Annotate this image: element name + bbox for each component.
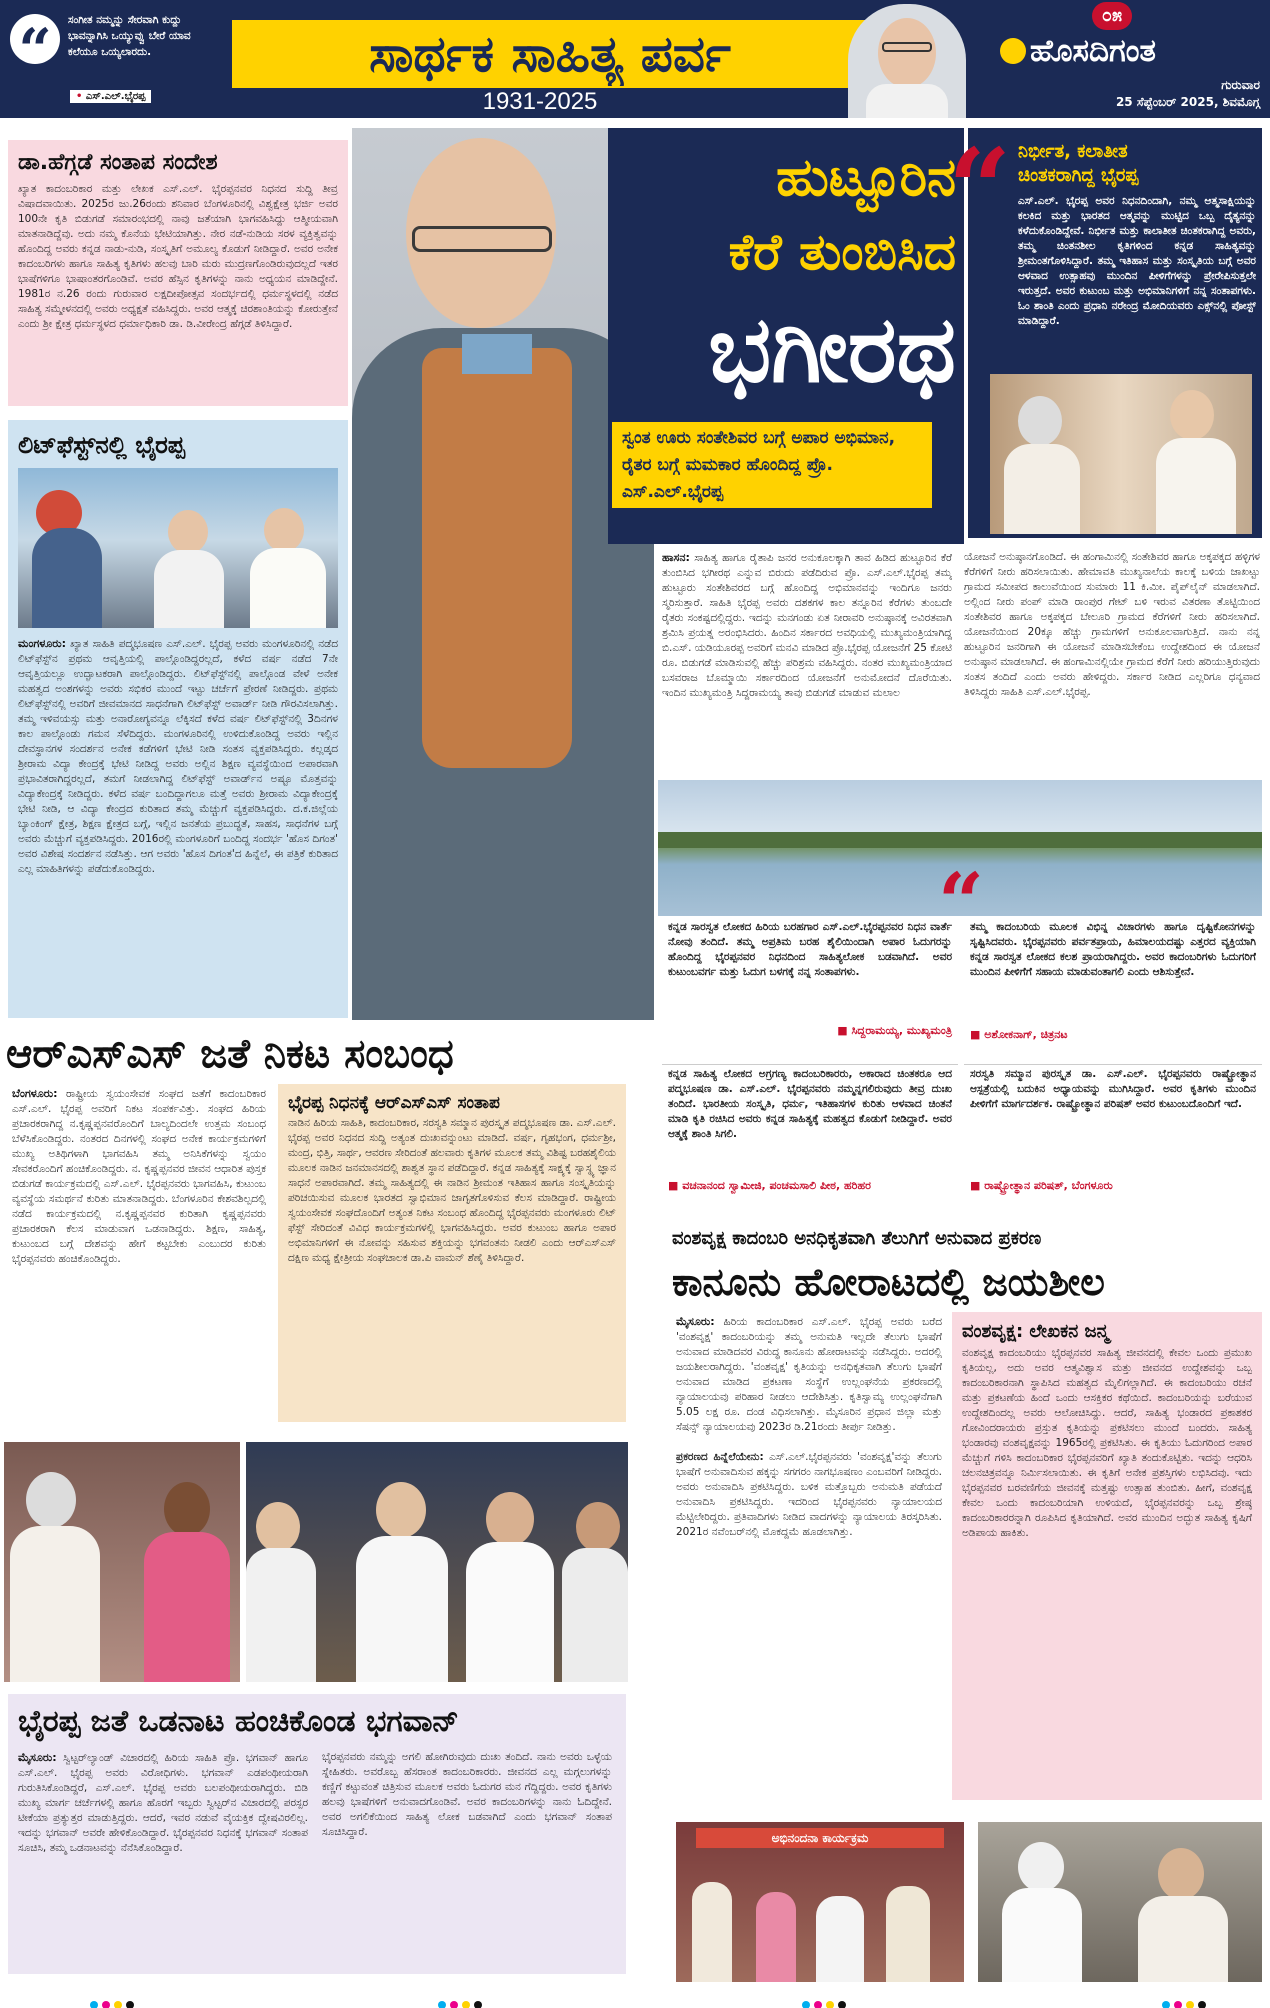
swamiji-quote-body: ಕನ್ನಡ ಸಾಹಿತ್ಯ ಲೋಕದ ಅಗ್ರಗಣ್ಯ ಕಾದಂಬರಿಕಾರರು, ಅಕಾರಾದ ಚಿಂತಕರೂ ಆದ ಪದ್ಮಭೂಷಣ ಡಾ. ಎಸ್.ಎಲ್. ಭೈರಪ್ಪನವರು ನಮ್ಮನ್ನಗಲಿರುವುದು ತೀವ್ರ ದುಃಖ ತಂದಿದೆ. ಭಾರತೀಯ ಸಂಸ್ಕೃತಿ, ಧರ್ಮ, ಇತಿಹಾಸಗಳ ಕುರಿತು ಆಳವಾದ ಚಿಂತನೆ ಮಾಡಿ ಕೃತಿ ರಚಿಸಿದ ಅವರು ಕನ್ನಡ ಸಾಹಿತ್ಯಕ್ಕೆ ಮಹತ್ವದ ಕೊಡುಗೆ ನೀಡಿದ್ದಾರೆ. ಅವರ ಆತ್ಮಕ್ಕೆ ಶಾಂತಿ ಸಿಗಲಿ. (668, 1068, 952, 1140)
lead-subhead: ಸ್ವಂತ ಊರು ಸಂತೇಶಿವರ ಬಗ್ಗೆ ಅಪಾರ ಅಭಿಮಾನ, ರೈತರ ಬಗ್ಗೆ ಮಮಕಾರ ಹೊಂದಿದ್ದ ಪ್ರೊ. ಎಸ್.ಎಲ್.ಭೈರಪ್ಪ (612, 422, 932, 508)
hegde-body: ಖ್ಯಾತ ಕಾದಂಬರಿಕಾರ ಮತ್ತು ಲೇಖಕ ಎಸ್.ಎಲ್. ಭೈರಪ್ಪನವರ ನಿಧನದ ಸುದ್ದಿ ತೀವ್ರ ವಿಷಾದವಾಯಿತು. 2025ರ ಜು.26ರಂದು ಶನಿವಾರ ಬೆಂಗಳೂರಿನಲ್ಲಿ ವಿಶ್ವಕ್ಷೇತ್ರ ಭರ್ಜಿ ಅವರ 100ನೇ ಕೃತಿ ಬಿಡುಗಡೆ ಸಮಾರಂಭದಲ್ಲಿ ನಾವು ಜತೆಯಾಗಿ ಭಾಗವಹಿಸಿದ್ದು ಆತ್ಮೀಯವಾಗಿ ಮಾತನಾಡಿದ್ದೆವು. ಅದು ನಮ್ಮ ಕೊನೆಯ ಭೇಟಿಯಾಗಿತ್ತು. ನೇರ ನಡೆ-ನುಡಿಯ ಸರಳ ವ್ಯಕ್ತಿತ್ವವನ್ನು ಹೊಂದಿದ್ದ ಅವರು ಕನ್ನಡ ನಾಡು-ನುಡಿ, ಸಂಸ್ಕೃತಿಗೆ ಅಮೂಲ್ಯ ಕೊಡುಗೆ ನೀಡಿದ್ದಾರೆ. ಅವರ ಅನೇಕ ಕಾದಂಬರಿಗಳು ಹಾಗೂ ಸಾಹಿತ್ಯ ಕೃತಿಗಳು ಹಲವು ಬಾರಿ ಮರು ಮುದ್ರಣಗೊಂಡಿರುವುದಲ್ಲದೆ ಇತರ ಭಾಷೆಗಳಿಗೂ ಭಾಷಾಂತರಗೊಂಡಿವೆ. ಅವರ ಹೆಸ್ಸಿನ ಕೃತಿಗಳನ್ನು ನಾನು ಅಧ್ಯಯನ ಮಾಡಿದ್ದೇನೆ. 1981ರ ನ.26 ರಂದು ಗುರುವಾರ ಲಕ್ಷದೀಪೋತ್ಸವ ಸಂದರ್ಭದಲ್ಲಿ ಧರ್ಮಸ್ಥಳದಲ್ಲಿ ನಡೆದ ಸಾಹಿತ್ಯ ಸಮ್ಮೇಳನದಲ್ಲಿ ಅವರು ಅಧ್ಯಕ್ಷತೆ ವಹಿಸಿದ್ದರು. ಅವರ ಆತ್ಮಕ್ಕೆ ಚಿರಶಾಂತಿಯನ್ನು ಕೋರುತ್ತೇನೆ ಎಂದು ಶ್ರೀ ಕ್ಷೇತ್ರ ಧರ್ಮಸ್ಥಳದ ಧರ್ಮಾಧಿಕಾರಿ ಡಾ. ಡಿ.ವೀರೇಂದ್ರ ಹೆಗ್ಗಡೆ ತಿಳಿಸಿದ್ದಾರೆ. (18, 183, 338, 330)
bhagwan-body-2: ಭೈರಪ್ಪನವರು ನಮ್ಮನ್ನು ಅಗಲಿ ಹೋಗಿರುವುದು ದುಃಖ ತಂದಿದೆ. ನಾನು ಅವರು ಒಳ್ಳೆಯ ಸ್ನೇಹಿತರು. ಅವರೊಬ್ಬ ಹೆಸರಾಂತ ಕಾದಂಬರಿಕಾರರು. ಜೀವನದ ಎಲ್ಲ ಮಗ್ಗಲುಗಳನ್ನು ಕಣ್ಣಿಗೆ ಕಟ್ಟುವಂತೆ ಚಿತ್ರಿಸುವ ಮೂಲಕ ಅವರು ಓದುಗರ ಮನ ಗೆದ್ದಿದ್ದರು. ಅವರ ಕೃತಿಗಳು ಹಲವು ಭಾಷೆಗಳಿಗೆ ಅನುವಾದಗೊಂಡಿವೆ. ಅವರ ಕಾದಂಬರಿಗಳನ್ನು ನಾನು ಓದಿದ್ದೇನೆ. ಅವರ ಅಗಲಿಕೆಯಿಂದ ಸಾಹಿತ್ಯ ಲೋಕ ಬಡವಾಗಿದೆ ಎಂದು ಭಗವಾನ್ ಸಂತಾಪ ಸೂಚಿಸಿದ್ದಾರೆ. (322, 1751, 612, 1838)
rss-condolence-box (278, 1084, 626, 1422)
litfest-title: ಲಿಟ್‌ಫೆಸ್ಟ್‌ನಲ್ಲಿ ಭೈರಪ್ಪ (18, 431, 185, 459)
modi-quote-title2: ಚಿಂತಕರಾಗಿದ್ದ ಭೈರಪ್ಪ (1018, 165, 1139, 186)
masthead-quote: ಸಂಗೀತ ನಮ್ಮನ್ನು ಸೇರವಾಗಿ ಕುದ್ದು ಭಾವನ್ನಾಗಿಸಿ ಒಯ್ಯುವ್ವು ಬೇರೆ ಯಾವ ಕಲೆಯೂ ಒಯ್ಯಲಾರದು. (68, 14, 191, 58)
felicitation-photo (676, 1822, 964, 1982)
jayashree-subhead: ಪ್ರಕರಣದ ಹಿನ್ನೆಲೆಯೇನು: (676, 1451, 764, 1463)
rss-title: ಆರ್‌ಎಸ್‌ಎಸ್ ಜತೆ ನಿಕಟ ಸಂಬಂಧ (6, 1031, 454, 1077)
masthead-years: 1931-2025 (482, 88, 598, 115)
cm-quote-body: ಕನ್ನಡ ಸಾರಸ್ವತ ಲೋಕದ ಹಿರಿಯ ಬರಹಗಾರ ಎಸ್.ಎಲ್.ಭೈರಪ್ಪನವರ ನಿಧನ ವಾರ್ತೆ ನೋವು ತಂದಿದೆ. ತಮ್ಮ ಅಪ್ರತಿಮ ಬರಹ ಶೈಲಿಯಿಂದಾಗಿ ಅಪಾರ ಓದುಗರನ್ನು ಹೊಂದಿದ್ದ ಭೈರಪ್ಪನವರ ನಿಧನದಿಂದ ಸಾಹಿತ್ಯಲೋಕ ಬಡವಾಗಿದೆ. ಅವರ ಕುಟುಂಬವರ್ಗ ಮತ್ತು ಓದುಗ ಬಳಗಕ್ಕೆ ನನ್ನ ಸಂತಾಪಗಳು. (668, 921, 952, 978)
jayashree-dateline: ಮೈಸೂರು: (676, 1315, 715, 1328)
lead-headline-line3: ಭಗೀರಥ (708, 296, 956, 403)
lead-headline-line2: ಕೆರೆ ತುಂಬಿಸಿದ (728, 223, 956, 281)
registration-marks (0, 1994, 1270, 2006)
event-banner: ಅಭಿನಂದನಾ ಕಾರ್ಯಕ್ರಮ (696, 1828, 944, 1848)
lead-dateline: ಹಾಸನ: (662, 551, 690, 564)
modi-quote-body: ಎಸ್.ಎಲ್. ಭೈರಪ್ಪ ಅವರ ನಿಧನದಿಂದಾಗಿ, ನಮ್ಮ ಆತ್ಮಸಾಕ್ಷಿಯನ್ನು ಕಲಕಿದ ಮತ್ತು ಭಾರತದ ಆತ್ಮವನ್ನು ಮುಟ್ಟಿದ ಒಬ್ಬ ದೈತ್ಯನನ್ನು ಕಳೆದುಕೊಂಡಿದ್ದೇವೆ. ನಿರ್ಭೀತ ಮತ್ತು ಕಾಲಾತೀತ ಚಿಂತಕರಾಗಿದ್ದ ಅವರು, ತಮ್ಮ ಚಿಂತನಶೀಲ ಕೃತಿಗಳಿಂದ ಕನ್ನಡ ಸಾಹಿತ್ಯವನ್ನು ಶ್ರೀಮಂತಗೊಳಿಸಿದ್ದಾರೆ. ತಮ್ಮ ಇತಿಹಾಸ ಮತ್ತು ಸಂಸ್ಕೃತಿಯ ಬಗ್ಗೆ ಅವರ ಆಳವಾದ ಉತ್ಸಾಹವು ಮುಂದಿನ ಪೀಳಿಗೆಗಳನ್ನು ಪ್ರೇರೇಪಿಸುತ್ತಲೇ ಇರುತ್ತದೆ. ಅವರ ಕುಟುಂಬ ಮತ್ತು ಅಭಿಮಾನಿಗಳಿಗೆ ನನ್ನ ಸಂತಾಪಗಳು. ಓಂ ಶಾಂತಿ ಎಂದು ಪ್ರಧಾನಿ ನರೇಂದ್ರ ಮೋದಿಯವರು ಎಕ್ಸ್‌ನಲ್ಲಿ ಪೋಸ್ಟ್ ಮಾಡಿದ್ದಾರೆ. (1018, 195, 1256, 327)
swamiji-quote-attribution: ■ ವಚನಾನಂದ ಸ್ವಾಮೀಜಿ, ಪಂಚಮಸಾಲಿ ಪೀಠ, ಹರಿಹರ (668, 1179, 871, 1192)
rss-condolence-title: ಭೈರಪ್ಪ ನಿಧನಕ್ಕೆ ಆರ್‌ಎಸ್‌ಎಸ್ ಸಂತಾಪ (288, 1093, 500, 1113)
stage-photo (246, 1442, 628, 1682)
bhagwan-body: ಮೈಸೂರು: ಸ್ವಿಟ್ಟರ್‌ಲ್ಯಾಂಡ್ ವಿಚಾರದಲ್ಲಿ ಹಿರಿಯ ಸಾಹಿತಿ ಪ್ರೊ. ಭಗವಾನ್ ಹಾಗೂ ಎಸ್.ಎಲ್. ಭೈರಪ್ಪ ಅವರು ವಿರೋಧಿಗಳು. ಭಗವಾನ್ ಎಡಪಂಥೀಯರಾಗಿ ಗುರುತಿಸಿಕೊಂಡಿದ್ದರೆ, ಎಸ್.ಎಲ್. ಭೈರಪ್ಪ ಅವರು ಬಲಪಂಥೀಯರಾಗಿದ್ದರು. ಬಿಡಿ ಮುಖ್ಯ ಮಾರ್ಗ ಚರ್ಚೆಗಳಲ್ಲಿ ಹಾಗೂ ಹೊರಗೆ ಇಬ್ಬರು ಸ್ವಿಟ್ಟರ್‌ನ ವಿಚಾರದಲ್ಲಿ ಪರಸ್ಪರ ಟೀಕೆಯಾ ಪ್ರತ್ಯುತ್ತರ ಮಾಡುತ್ತಿದ್ದರು. ಆದರೆ, ಇವರ ನಡುವೆ ವೈಯಕ್ತಿಕ ದ್ವೇಷವಿರಲಿಲ್ಲ. ಇದನ್ನು ಭಗವಾನ್ ಅವರೇ ಹೇಳಿಕೊಂಡಿದ್ದಾರೆ. ಭೈರಪ್ಪನವರ ನಿಧನಕ್ಕೆ ಭಗವಾನ್ ಸಂತಾಪ ಸೂಚಿಸಿ, ತಮ್ಮ ಒಡನಾಟವನ್ನು ನೆನೆಸಿಕೊಂಡಿದ್ದಾರೆ. (18, 1751, 308, 1854)
centenary-quote-body: ತಮ್ಮ ಕಾದಂಬರಿಯ ಮೂಲಕ ವಿಭಿನ್ನ ವಿಚಾರಗಳು ಹಾಗೂ ದೃಷ್ಟಿಕೋನಗಳನ್ನು ಸೃಷ್ಟಿಸಿದವರು. ಭೈರಪ್ಪನವರು ಪರ್ವತಪ್ರಾಯ, ಹಿಮಾಲಯದಷ್ಟು ಎತ್ತರದ ವ್ಯಕ್ತಿಯಾಗಿ ಕನ್ನಡ ಸಾರಸ್ವತ ಲೋಕದ ಕಲಶ ಪ್ರಾಯರಾಗಿದ್ದರು. ಅವರ ಕಾದಂಬರಿಗಳು ಓದುಗರಿಗೆ ಮುಂದಿನ ಪೀಳಿಗೆಗೆ ಸಹಾಯ ಮಾಡುವಂತಾಗಲಿ ಎಂದು ಆಶಿಸುತ್ತೇನೆ. (970, 921, 1256, 978)
cm-quote-mark-icon: “ (938, 855, 985, 949)
bhagwan-title: ಭೈರಪ್ಪ ಜತೆ ಒಡನಾಟ ಹಂಚಿಕೊಂಡ ಭಗವಾನ್ (18, 1704, 459, 1739)
rss-body: ಬೆಂಗಳೂರು: ರಾಷ್ಟ್ರೀಯ ಸ್ವಯಂಸೇವಕ ಸಂಘದ ಜತೆಗೆ ಕಾದಂಬರಿಕಾರ ಎಸ್.ಎಲ್. ಭೈರಪ್ಪ ಅವರಿಗೆ ನಿಕಟ ಸಂಪರ್ಕವಿತ್ತು. ಸಂಘದ ಹಿರಿಯ ಪ್ರಚಾರಕರಾಗಿದ್ದ ನ.ಕೃಷ್ಣಪ್ಪನವರೊಂದಿಗೆ ಬಾಲ್ಯದಿಂದಲೇ ಉತ್ತಮ ಸಂಬಂಧ ಬೆಳೆಸಿಕೊಂಡಿದ್ದರು. ನಂತರದ ದಿನಗಳಲ್ಲಿ ಸಂಘದ ಅನೇಕ ಕಾರ್ಯಕ್ರಮಗಳಿಗೆ ಮುಖ್ಯ ಅತಿಥಿಗಳಾಗಿ ಭಾಗವಹಿಸಿ ತಮ್ಮ ಅನಿಸಿಕೆಗಳನ್ನು ಸ್ವಯಂ ಸೇವಕರೊಂದಿಗೆ ಹಂಚಿಕೊಂಡಿದ್ದರು. ನ. ಕೃಷ್ಣಪ್ಪನವರ ಜೀವನ ಆಧಾರಿತ ಪುಸ್ತಕ ಬಿಡುಗಡೆ ಕಾರ್ಯಕ್ರಮದಲ್ಲಿ ಎಸ್.ಎಲ್. ಭೈರಪ್ಪನವರು ಭಾಗವಹಿಸಿ, ಕುಟುಂಬ ವ್ಯವಸ್ಥೆಯ ಸಮರ್ಥನೆ ಕುರಿತು ಮಾತನಾಡಿದ್ದರು. ಬೆಂಗಳೂರಿನ ಕೇಶವಶಿಲ್ಪದಲ್ಲಿ ನಡೆದ ಕಾರ್ಯಕ್ರಮದಲ್ಲಿ ನ.ಕೃಷ್ಣಪ್ಪನವರ ಕುರಿತಾಗಿ ಕೃಷ್ಣಪ್ಪನವರು ಪ್ರಚಾರಕರಾಗಿ ಕೆಲಸ ಮಾಡುವಾಗ ಒಡನಾಡಿದ್ದರು. ಶಿಕ್ಷಣ, ಸಾಹಿತ್ಯ, ಕುಟುಂಬದ ಬಗ್ಗೆ ದೇಶವನ್ನು ಹೇಗೆ ಕಟ್ಟಬೇಕು ಎಂಬುದರ ಕುರಿತು ಭೈರಪ್ಪನವರು ಹಂಚಿಕೊಂಡಿದ್ದರು. (12, 1087, 266, 1265)
centenary-quote-attribution: ■ ಅಶೋಕನಾಗ್, ಚಿತ್ರನಟ (970, 1028, 1068, 1041)
masthead (0, 0, 1270, 118)
page-number-badge: ೦೫ (1092, 2, 1132, 30)
litfest-body: ಮಂಗಳೂರು: ಖ್ಯಾತ ಸಾಹಿತಿ ಪದ್ಮಭೂಷಣ ಎಸ್.ಎಲ್. ಭೈರಪ್ಪ ಅವರು ಮಂಗಳೂರಿನಲ್ಲಿ ನಡೆದ ಲಿಟ್‌ಫೆಸ್ಟ್‌ನ ಪ್ರಥಮ ಆವೃತ್ತಿಯಲ್ಲಿ ಪಾಲ್ಗೊಂಡಿದ್ದರಲ್ಲದೆ, ಕಳೆದ ವರ್ಷ ನಡೆದ 7ನೇ ಆವೃತ್ತಿಯಲ್ಲೂ ಉದ್ಘಾಟಕರಾಗಿ ಪಾಲ್ಗೊಂಡಿದ್ದರು. ಲಿಟ್‌ಫೆಸ್ಟ್‌ನಲ್ಲಿ ಪಾಲ್ಗೊಂಡ ವೇಳೆ ಅನೇಕ ಮಹತ್ವದ ಅಂಶಗಳನ್ನು ಅವರು ಸಭಿಕರ ಮುಂದೆ ಇಟ್ಟು ಚರ್ಚೆಗೆ ಪ್ರೇರಣೆ ನೀಡಿದ್ದರು. ಪ್ರಥಮ ಲಿಟ್‌ಫೆಸ್ಟ್‌ನಲ್ಲಿ ಅವರಿಗೆ ಜೀವಮಾನದ ಸಾಧನೆಗಾಗಿ ಲಿಟ್‌ಫೆಸ್ಟ್ ಅವಾರ್ಡ್ ನೀಡಿ ಗೌರವಿಸಲಾಗಿತ್ತು. ತಮ್ಮ ಇಳಿವಯಸ್ಸು ಮತ್ತು ಅನಾರೋಗ್ಯವನ್ನೂ ಲೆಕ್ಕಿಸದೆ ಕಳೆದ ವರ್ಷ ಲಿಟ್‌ಫೆಸ್ಟ್‌ನಲ್ಲಿ 3ದಿನಗಳ ಕಾಲ ಪಾಲ್ಗೊಂಡು ಗಮನ ಸೆಳೆದಿದ್ದರು. ಮಂಗಳೂರಿನಲ್ಲಿ ಉಳಿದುಕೊಂಡಿದ್ದ ಅವರು ಇಲ್ಲಿನ ದೇವಸ್ಥಾನಗಳ ಸಂದರ್ಶನ ಅನೇಕ ಕಡೆಗಳಿಗೆ ಭೇಟಿ ನೀಡಿ ಸಂತಸ ವ್ಯಕ್ತಪಡಿಸಿದ್ದರು. ಕಲ್ಲಡ್ಕದ ಶ್ರೀರಾಮ ವಿದ್ಯಾ ಕೇಂದ್ರಕ್ಕೆ ಭೇಟಿ ನೀಡಿದ್ದ ಅವರು ಅಲ್ಲಿನ ಶಿಕ್ಷಣ ವ್ಯವಸ್ಥೆಯಿಂದ ಅಪಾರವಾಗಿ ಪ್ರಭಾವಿತರಾಗಿದ್ದರಲ್ಲದೆ, ತಮಗೆ ನೀಡಲಾಗಿದ್ದ ಲಿಟ್‌ಫೆಸ್ಟ್ ಅವಾರ್ಡ್‌ನ ಅಷ್ಟೂ ಮೊತ್ತವನ್ನು ವಿದ್ಯಾಕೇಂದ್ರಕ್ಕೆ ನೀಡಿದ್ದರು. ಕಳೆದ ವರ್ಷ ಬಂದಿದ್ದಾಗಲೂ ಮತ್ತೆ ಅವರು ಶ್ರೀರಾಮ ವಿದ್ಯಾಕೇಂದ್ರಕ್ಕೆ ಭೇಟಿ ನೀಡಿ, ಆ ವಿದ್ಯಾ ಕೇಂದ್ರದ ಕುರಿತಾದ ತಮ್ಮ ಮೆಚ್ಚುಗೆ ವ್ಯಕ್ತಪಡಿಸಿದ್ದರು. ದ.ಕ.ಜಿಲ್ಲೆಯ ಬ್ಯಾಂಕಿಂಗ್ ಕ್ಷೇತ್ರ, ಶಿಕ್ಷಣ ಕ್ಷೇತ್ರದ ಬಗ್ಗೆ, ಇಲ್ಲಿನ ಜನತೆಯ ಪ್ರಬುದ್ಧತೆ, ಸಾಹಸ, ಸಾಧನೆಗಳ ಬಗ್ಗೆ ಅವರು ಮೆಚ್ಚುಗೆ ವ್ಯಕ್ತಪಡಿಸಿದ್ದರು. 2016ರಲ್ಲಿ ಮಂಗಳೂರಿಗೆ ಬಂದಿದ್ದ ಸಂದರ್ಭ 'ಹೊಸ ದಿಗಂತ' ಅವರ ವಿಶೇಷ ಸಂದರ್ಶನ ನಡೆಸಿತ್ತು. ಆಗ ಅವರು 'ಹೊಸ ದಿಗಂತ'ದ ಹಿನ್ನೆಲೆ, ಈ ಪತ್ರಿಕೆ ಕುರಿತಾದ ಎಲ್ಲ ಮಾಹಿತಿಗಳನ್ನು ಪಡೆದುಕೊಂಡಿದ್ದರು. (18, 637, 338, 875)
centenary-quote-box (964, 918, 1262, 1056)
paper-name: ಹೊಸದಿಗಂತ (1030, 33, 1156, 69)
vamshavruksha-title: ವಂಶವೃಕ್ಷ: ಲೇಖಕನ ಜನ್ಮ (962, 1321, 1110, 1342)
modi-quote-mark-icon: “ (948, 124, 1012, 253)
modi-quote-box (948, 124, 1262, 538)
hegde-box (8, 140, 348, 406)
award-photo (4, 1442, 240, 1682)
jayashree-title: ಕಾನೂನು ಹೋರಾಟದಲ್ಲಿ ಜಯಶೀಲ (672, 1260, 1105, 1304)
rss-tribute-quote-box (964, 1064, 1262, 1202)
masthead-title: ಸಾರ್ಥಕ ಸಾಹಿತ್ಯ ಪರ್ವ (369, 25, 731, 83)
swamiji-quote-box (662, 1064, 958, 1202)
masthead-date-place: 25 ಸೆಪ್ಟೆಂಬರ್ 2025, ಶಿವಮೊಗ್ಗ (1115, 95, 1260, 109)
rss-tribute-quote-body: ಸರಸ್ವತಿ ಸಮ್ಮಾನ ಪುರಸ್ಕೃತ ಡಾ. ಎಸ್.ಎಲ್. ಭೈರಪ್ಪನವರು ರಾಷ್ಟ್ರೋತ್ಥಾನ ಆಸ್ಪತ್ರೆಯಲ್ಲಿ ಬದುಕಿನ ಅಧ್ಯಾಯವನ್ನು ಮುಗಿಸಿದ್ದಾರೆ. ಅವರ ಕೃತಿಗಳು ಮುಂದಿನ ಪೀಳಿಗೆಗೆ ಮಾರ್ಗದರ್ಶಕ. ರಾಷ್ಟ್ರೋತ್ಥಾನ ಪರಿಷತ್ ಅವರ ಕುಟುಂಬದೊಂದಿಗೆ ಇದೆ. (970, 1068, 1256, 1110)
lead-headline-line1: ಹುಟ್ಟೂರಿನ (776, 148, 956, 208)
jayashree-kicker: ವಂಶವೃಕ್ಷ ಕಾದಂಬರಿ ಅನಧಿಕೃತವಾಗಿ ತೆಲುಗಿಗೆ ಅನುವಾದ ಪ್ರಕರಣ (672, 1228, 1042, 1249)
litfest-box (8, 420, 348, 1018)
jayashree-body: ಮೈಸೂರು: ಹಿರಿಯ ಕಾದಂಬರಿಕಾರ ಎಸ್.ಎಲ್. ಭೈರಪ್ಪ ಅವರು ಬರೆದ 'ವಂಶವೃಕ್ಷ' ಕಾದಂಬರಿಯನ್ನು ತಮ್ಮ ಅನುಮತಿ ಇಲ್ಲದೇ ತೆಲುಗು ಭಾಷೆಗೆ ಅನುವಾದ ಮಾಡಿದವರ ವಿರುದ್ಧ ಕಾನೂನು ಹೋರಾಟವನ್ನು ನಡೆಸಿದ್ದರು. ಅದರಲ್ಲಿ ಜಯಶೀಲರಾಗಿದ್ದರು. 'ವಂಶವೃಕ್ಷ' ಕೃತಿಯನ್ನು ಅನಧಿಕೃತವಾಗಿ ತೆಲುಗು ಭಾಷೆಗೆ ಅನುವಾದ ಮಾಡಿದ ಪ್ರಕಟಣಾ ಸಂಸ್ಥೆಗೆ ಉಲ್ಲಂಘನೆಯ ಪ್ರಕರಣದಲ್ಲಿ ನ್ಯಾಯಾಲಯವು ಪರಿಹಾರ ನೀಡಲು ಆದೇಶಿಸಿತ್ತು. ಕೃತಿಸ್ವಾಮ್ಯ ಉಲ್ಲಂಘನೆಗಾಗಿ 5.05 ಲಕ್ಷ ರೂ. ದಂಡ ವಿಧಿಸಲಾಗಿತ್ತು. ಮೈಸೂರಿನ ಪ್ರಧಾನ ಜಿಲ್ಲಾ ಮತ್ತು ಸೆಷನ್ಸ್ ನ್ಯಾಯಾಲಯವು 2023ರ ಡಿ.21ರಂದು ತೀರ್ಪು ನೀಡಿತ್ತು. ಪ್ರಕರಣದ ಹಿನ್ನೆಲೆಯೇನು: ಎಸ್.ಎಲ್.ಭೈರಪ್ಪನವರು 'ವಂಶವೃಕ್ಷ'ವನ್ನು ತೆಲುಗು ಭಾಷೆಗೆ ಅನುವಾದಿಸುವ ಹಕ್ಕನ್ನು ಸಗಗರಂ ನಾಗಭೂಷಣಂ ಎಂಬವರಿಗೆ ನೀಡಿದ್ದರು. ಅವರು ಅನುವಾದಿಸಿ ಪ್ರಕಟಿಸಿದ್ದರು. ಬಳಿಕ ಮತ್ತೊಬ್ಬರು ಅನುಮತಿ ಪಡೆಯದೆ ಅನುವಾದಿಸಿ ಪ್ರಕಟಿಸಿದ್ದರು. ಇದರಿಂದ ಭೈರಪ್ಪನವರು ನ್ಯಾಯಾಲಯದ ಮೆಟ್ಟಿಲೇರಿದ್ದರು. ಪ್ರತಿವಾದಿಗಳು ನೀಡಿದ ವಾದಗಳನ್ನು ನ್ಯಾಯಾಲಯ ತಿರಸ್ಕರಿಸಿತು. 2021ರ ನವೆಂಬರ್‌ನಲ್ಲಿ ಮೊಕದ್ದಮೆ ಹೂಡಲಾಗಿತ್ತು. (676, 1315, 942, 1538)
masthead-portrait (848, 4, 966, 118)
rss-condolence-body: ನಾಡಿನ ಹಿರಿಯ ಸಾಹಿತಿ, ಕಾದಂಬರಿಕಾರ, ಸರಸ್ವತಿ ಸಮ್ಮಾನ ಪುರಸ್ಕೃತ ಪದ್ಮಭೂಷಣ ಡಾ. ಎಸ್.ಎಲ್. ಭೈರಪ್ಪ ಅವರ ನಿಧನದ ಸುದ್ದಿ ಅತ್ಯಂತ ದುಃಖವನ್ನುಂಟು ಮಾಡಿದೆ. ವರ್ಷ, ಗೃಹಭಂಗ, ಧರ್ಮಶ್ರೀ, ಮಂದ್ರ, ಭಿತ್ತಿ, ಸಾರ್ಥ, ಆವರಣ ಸೇರಿದಂತೆ ಹಲವಾರು ಕೃತಿಗಳ ಮೂಲಕ ತಮ್ಮ ವಿಶಿಷ್ಟ ಬರಹಶೈಲಿಯ ಮೂಲಕ ನಾಡಿನ ಜನಮಾನಸದಲ್ಲಿ ಶಾಶ್ವತ ಸ್ಥಾನ ಪಡೆದಿದ್ದಾರೆ. ಕನ್ನಡ ಸಾಹಿತ್ಯಕ್ಕೆ ಸಾಕ್ಷ್ಯಕ್ಕೆ ಸ್ವಾಸ್ಥ್ಯ ಜ್ಞಾನ ಸಾಧನೆ ಅಪಾರವಾಗಿದೆ. ತಮ್ಮ ಸಾಹಿತ್ಯದಲ್ಲಿ ಈ ನಾಡಿನ ಶ್ರೀಮಂತ ಇತಿಹಾಸ ಹಾಗೂ ಸಂಸ್ಕೃತಿಯನ್ನು ಪರಿಚಯಿಸುವ ಮೂಲಕ ಭಾರತದ ಸ್ವಾಭಿಮಾನ ಜಾಗೃತಗೊಳಿಸುವ ಕೆಲಸ ಮಾಡಿದ್ದಾರೆ. ರಾಷ್ಟ್ರೀಯ ಸ್ವಯಂಸೇವಕ ಸಂಘದೊಂದಿಗೆ ಅತ್ಯಂತ ನಿಕಟ ಸಂಬಂಧ ಹೊಂದಿದ್ದ ಭೈರಪ್ಪನವರು ಮಂಗಳೂರು ಲಿಟ್ ಫೆಸ್ಟ್ ಸೇರಿದಂತೆ ವಿವಿಧ ಕಾರ್ಯಕ್ರಮಗಳಲ್ಲಿ ಭಾಗವಹಿಸಿದ್ದರು. ಅವರ ಕುಟುಂಬ ಹಾಗೂ ಅಪಾರ ಅಭಿಮಾನಿಗಳಿಗೆ ಈ ನೋವನ್ನು ಸಹಿಸುವ ಶಕ್ತಿಯನ್ನು ಭಗವಂತನು ನೀಡಲಿ ಎಂದು ಆರ್‌ಎಸ್‌ಎಸ್ ದಕ್ಷಿಣ ಮಧ್ಯ ಕ್ಷೇತ್ರೀಯ ಸಂಘಚಾಲಕ ಡಾ.ಪಿ ವಾಮನ್ ಶೆಣೈ ತಿಳಿಸಿದ್ದಾರೆ. (288, 1117, 616, 1264)
masthead-day: ಗುರುವಾರ (1221, 78, 1260, 92)
modi-photo (990, 374, 1252, 534)
litfest-photo (18, 468, 338, 628)
lead-body-col1: ಹಾಸನ: ಸಾಹಿತ್ಯ ಹಾಗೂ ರೈತಾಪಿ ಜನರ ಅನುಕೂಲಕ್ಕಾಗಿ ತಾವ ಹಿಡಿದ ಹುಟ್ಟೂರಿನ ಕೆರೆ ತುಂಬಿಸಿದ ಭಗೀರಥ ಎನ್ನುವ ಬಿರುದು ಪಡೆದಿರುವ ಪ್ರೊ. ಎಸ್.ಎಲ್.ಭೈರಪ್ಪ ತಮ್ಮ ಹುಟ್ಟೂರು ಸಂತೇಶಿವರದ ಬಗ್ಗೆ ಹೊಂದಿದ್ದ ಅಭಿಮಾನವನ್ನು ಇಂದಿಗೂ ಜನರು ಸ್ಮರಿಸುತ್ತಾರೆ. ಸಾಹಿತಿ ಭೈರಪ್ಪ ಅವರು ದಶಕಗಳ ಕಾಲ ತನ್ನೂರಿನ ಕೆರೆಗಳು ತುಂಬದೇ ರೈತರು ಸಂಕಷ್ಟದಲ್ಲಿದ್ದರು. ಇದನ್ನು ಮನಗಂಡು ಏತ ನೀರಾವರಿ ಅನುಷ್ಠಾನಕ್ಕೆ ಅವಿರತವಾಗಿ ಶ್ರಮಿಸಿ ಪ್ರಯತ್ನ ಅರಂಭಿಸಿದರು. ಹಿಂದಿನ ಸರ್ಕಾರದ ಅವಧಿಯಲ್ಲಿ ಮುಖ್ಯಮಂತ್ರಿಯಾಗಿದ್ದ ಬಿ.ಎಸ್. ಯಡಿಯೂರಪ್ಪ ಅವರಿಗೆ ಮನವಿ ಮಾಡಿದ ಪ್ರೊ.ಭೈರಪ್ಪ ಯೋಜನೆಗೆ 25 ಕೋಟಿ ರೂ. ಬಿಡುಗಡೆ ಮಾಡಿಸುವಲ್ಲಿ ಹೆಚ್ಚು ಪರಿಶ್ರಮ ವಹಿಸಿದ್ದರು. ನಂತರ ಮುಖ್ಯಮಂತ್ರಿಯಾದ ಬಸವರಾಜ ಬೊಮ್ಮಾಯಿ ಸರ್ಕಾರದಿಂದ ಯೋಜನೆಗೆ ಅನುಮೋದನೆ ದೊರೆಯಿತು. ಇಂದಿನ ಮುಖ್ಯಮಂತ್ರಿ ಸಿದ್ದರಾಮಯ್ಯ ತಾವು ಬಿಡುಗಡೆ ಮಾಡುವ ಮಲಾಲ (662, 551, 952, 699)
litfest-dateline: ಮಂಗಳೂರು: (18, 637, 66, 650)
hegde-title: ಡಾ.ಹೆಗ್ಗಡೆ ಸಂತಾಪ ಸಂದೇಶ (18, 150, 218, 175)
masthead-quote-author: • ಎಸ್.ಎಲ್.ಭೈರಪ್ಪ (70, 90, 151, 103)
bhagwan-box (8, 1694, 626, 1974)
cm-quote-box (662, 918, 958, 1056)
paper-logo-icon (1000, 38, 1026, 64)
lead-body-col2: ಯೋಜನೆ ಅನುಷ್ಠಾನಗೊಂಡಿದೆ. ಈ ಹಂಗಾಮಿನಲ್ಲಿ ಸಂತೇಶಿವರ ಹಾಗೂ ಅಕ್ಕಪಕ್ಕದ ಹಳ್ಳಿಗಳ ಕೆರೆಗಳಿಗೆ ನೀರು ಹರಿಸಲಾಯಿತು. ಹೇಮಾವತಿ ಮುಖ್ಯನಾಲೆಯ ಕಾಲಕ್ಕೆ ಬಳಿಯ ಜಾಖಟ್ಟು ಗ್ರಾಮದ ಸಮೀಪದ ಕಾಲುವೆಯಿಂದ ಸುಮಾರು 11 ಕಿ.ಮೀ. ಪೈಪ್‌ಲೈನ್ ಮಾಡಲಾಗಿದೆ. ಅಲ್ಲಿಂದ ನೀರು ಪಂಪ್ ಮಾಡಿ ರಾಂಪುರ ಗೇಟ್ ಬಳಿ ಇರುವ ವಿತರಣಾ ತೊಟ್ಟಿಯಿಂದ ಸಂತೇಶಿವರ ಹಾಗೂ ಅಕ್ಕಪಕ್ಕದ ಬೇಲೂರಿ ಗ್ರಾಮದ ಕೆರೆಗಳಿಗೆ ನೀರು ಹರಿಸಲಾಗಿದೆ. ಯೋಜನೆಯಿಂದ 20ಕ್ಕೂ ಹೆಚ್ಚು ಗ್ರಾಮಗಳಿಗೆ ಅನುಕೂಲವಾಗುತ್ತಿದೆ. ನಾನು ನನ್ನ ಹುಟ್ಟೂರಿನ ಜನರಿಗಾಗಿ ಈ ಯೋಜನೆ ಮಾಡಿಸಬೇಕೆಂಬ ಉದ್ದೇಶದಿಂದ ಈ ಯೋಜನೆ ಅನುಷ್ಠಾನ ಮಾಡಲಾಗಿದೆ. ಈ ಹಂಗಾಮಿನಲ್ಲಿಯೇ ಗ್ರಾಮದ ಕೆರೆಗೆ ನೀರು ಹರಿಯುತ್ತಿರುವುದು ಸಂತಸ ತಂದಿದೆ ಎಂದು ಅವರು ಹೇಳಿದ್ದರು. ಸರ್ಕಾರ ನೀಡಿದ ಎಲ್ಲರಿಗೂ ಧನ್ಯವಾದ ತಿಳಿಸಿದ್ದರು ಸಾಹಿತಿ ಎಸ್.ಎಲ್.ಭೈರಪ್ಪ. (964, 551, 1260, 698)
vamshavruksha-box (952, 1312, 1262, 1800)
vamshavruksha-body: ವಂಶವೃಕ್ಷ ಕಾದಂಬರಿಯು ಭೈರಪ್ಪನವರ ಸಾಹಿತ್ಯ ಜೀವನದಲ್ಲಿ ಕೇವಲ ಒಂದು ಪ್ರಮುಖ ಕೃತಿಯಲ್ಲ, ಅದು ಅವರ ಆತ್ಮವಿಶ್ವಾಸ ಮತ್ತು ಜೀವನದ ಉದ್ದೇಶವನ್ನು ಒಬ್ಬ ಕಾದಂಬರಿಕಾರನಾಗಿ ಸ್ಥಾಪಿಸಿದ ಮಹತ್ವದ ಮೈಲಿಗಲ್ಲಾಗಿದೆ. ಈ ಕಾದಂಬರಿಯು ರಚನೆ ಮತ್ತು ಪ್ರಕಟಣೆಯ ಹಿಂದೆ ಒಂದು ಆಸಕ್ತಿಕರ ಕಥೆಯಿದೆ. ಕಾದಂಬರಿಯನ್ನು ಬರೆಯುವ ಉದ್ದೇಶದಿಂದಲ್ಲ ಅವರು ಆಲೋಚಿಸಿದ್ದು. ಆದರೆ, ಸಾಹಿತ್ಯ ಭಂಡಾರದ ಪ್ರಕಾಶಕರ ಗೋವಿಂದರಾಯರು ಪ್ರಸ್ತುತ ಕೃತಿಯನ್ನು ಪ್ರಕಟಿಸಲು ಮುಂದೆ ಬಂದರು. ಸಾಹಿತ್ಯ ಭಂಡಾರವು ವಂಶವೃಕ್ಷವನ್ನು 1965ರಲ್ಲಿ ಪ್ರಕಟಿಸಿತು. ಈ ಕೃತಿಯು ಓದುಗರಿಂದ ಅಪಾರ ಮೆಚ್ಚುಗೆ ಗಳಿಸಿ ಕಾದಂಬರಿಕಾರ ಭೈರಪ್ಪನವರಿಗೆ ಖ್ಯಾತಿ ತಂದುಕೊಟ್ಟಿತು. ಇದನ್ನು ಆಧರಿಸಿ ಚಲನಚಿತ್ರವನ್ನೂ ನಿರ್ಮಿಸಲಾಯಿತು. ಈ ಕೃತಿಗೆ ಅನೇಕ ಪ್ರಶಸ್ತಿಗಳು ಲಭಿಸಿದವು. ಇದು ಭೈರಪ್ಪನವರ ಬರವಣಿಗೆಯ ಜೀವನಕ್ಕೆ ಮತ್ತಷ್ಟು ಉತ್ಸಾಹ ತುಂಬಿತು. ಹೀಗೆ, ವಂಶವೃಕ್ಷ ಕೇವಲ ಒಂದು ಕಾದಂಬರಿಯಾಗಿ ಉಳಿಯದೆ, ಭೈರಪ್ಪನವರನ್ನು ಒಬ್ಬ ಶ್ರೇಷ್ಠ ಕಾದಂಬರಿಕಾರರನ್ನಾಗಿ ರೂಪಿಸಿದ ಕೃತಿಯಾಗಿದೆ. ಅವರ ಮುಂದಿನ ಅದ್ಭುತ ಸಾಹಿತ್ಯ ಕೃಷಿಗೆ ಅಡಿಪಾಯ ಹಾಕಿತು. (962, 1347, 1252, 1539)
modi-quote-title1: ನಿರ್ಭೀತ, ಕಲಾತೀತ (1018, 141, 1128, 162)
rss-dateline: ಬೆಂಗಳೂರು: (12, 1087, 58, 1100)
shawl-photo (978, 1822, 1262, 1982)
cm-quote-attribution: ■ ಸಿದ್ದರಾಮಯ್ಯ, ಮುಖ್ಯಮಂತ್ರಿ (837, 1024, 952, 1037)
bhagwan-dateline: ಮೈಸೂರು: (18, 1751, 57, 1764)
quote-mark-icon: “ (10, 14, 60, 64)
rss-tribute-quote-attribution: ■ ರಾಷ್ಟ್ರೋತ್ಥಾನ ಪರಿಷತ್, ಬೆಂಗಳೂರು (970, 1179, 1113, 1192)
